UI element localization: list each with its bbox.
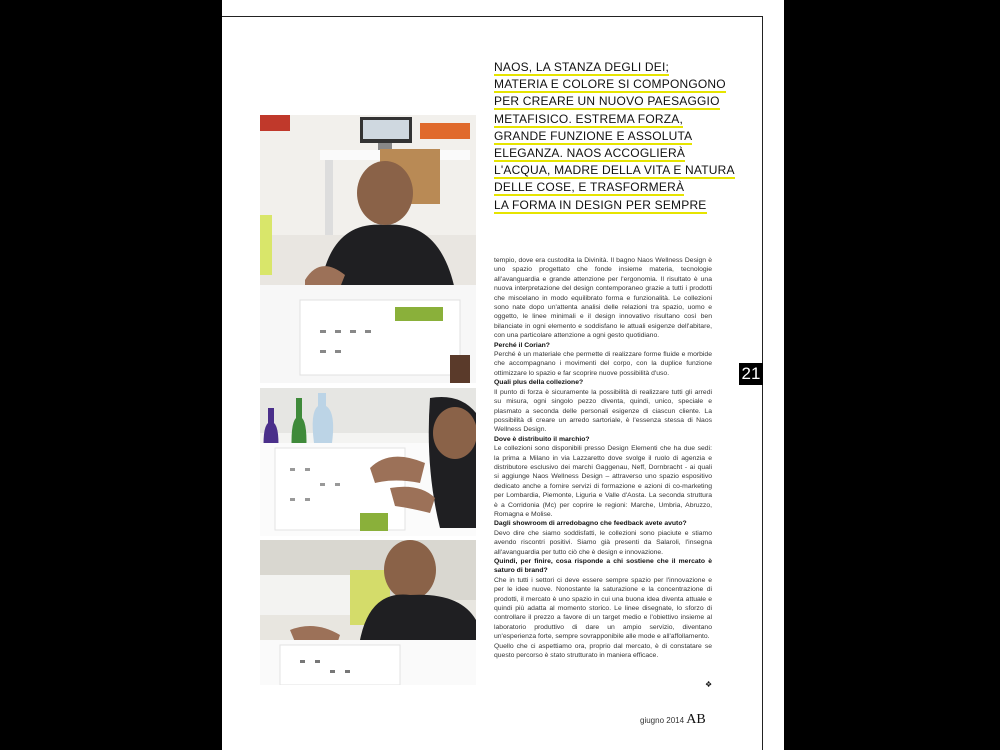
interview-question: Quali plus della collezione? (494, 379, 584, 387)
article-body (494, 256, 712, 660)
headline-line: METAFISICO. ESTREMA FORZA, (494, 111, 683, 126)
headline-line: ELEGANZA. NAOS ACCOGLIERÀ (494, 146, 686, 161)
end-of-article-icon: ❖ (705, 680, 713, 689)
magazine-logo: AB (686, 712, 706, 727)
headline-line: DELLE COSE, E TRASFORMERÀ (494, 180, 685, 195)
interview-answer: Devo dire che siamo soddisfatti, le collezioni sono piaciute e stiamo avendo riscontri positivi. Siamo già presenti da Salaroli, l'insegna all'avanguardia per tutto ciò che è design e innovazione. (494, 529, 712, 556)
body-paragraph: tempio, dove era custodita la Divinità. Il bagno Naos Wellness Design è uno spazio progettato che fonde insieme materia, tecnologie all'avanguardia e grande attenzione per l'ergonomia. Il risultato è una nuova interpretazione del design contemporaneo grazie a tutti i prodotti che miscelano in modo equilibrato forma e funzionalità. Le collezioni sono nate dopo un'attenta analisi delle relazioni tra spazio, uomo e oggetto, le linee minimali e il design innovativo risultano così ben bilanciate in ogni elemento e soddisfano le attuali esigenze dell'abitare, con una particolare attenzione a ogni gesto quotidiano. (494, 257, 712, 340)
interview-question: Dove è distribuito il marchio? (494, 435, 590, 443)
page-footer (640, 712, 706, 728)
interview-answer: Quello che ci aspettiamo ora, proprio dal mercato, è di constatare se questo percorso è stato strutturato in maniera efficace. (494, 642, 712, 660)
headline-line: LA FORMA IN DESIGN PER SEMPRE (494, 197, 707, 212)
interview-question: Dagli showroom di arredobagno che feedback avete avuto? (494, 520, 687, 528)
interview-answer: Il punto di forza è sicuramente la possibilità di realizzare tutti gli arredi su misura, ogni singolo pezzo diventa, quindi, unico, speciale e plasmato a seconda delle personali esigenze di ciascun cliente. La possibilità di creare un arredo sartoriale, è l'essenza stessa di Naos Wellness Design. (494, 388, 712, 434)
photo-designer-sketching (260, 115, 476, 383)
page-spine (780, 0, 784, 750)
photo-bottles-and-sketches (260, 388, 476, 536)
interview-question: Perché il Corian? (494, 341, 550, 349)
issue-date: giugno 2014 (640, 716, 685, 725)
interview-answer: Le collezioni sono disponibili presso Design Elementi che ha due sedi: la prima a Milano in via Lazzaretto dove svolge il ruolo di agenzia e distributore esclusivo dei marchi Gaggenau, Neff, Dornbracht - ai quali si aggiunge Naos Wellness Design – attraverso uno spazio espositivo dedicato anche a fornire servizi di formazione e azioni di co-marketing per Lombardia, Piemonte, Liguria e Valle d'Aosta. La seconda struttura è a Corridonia (Mc) per coprire le regioni: Marche, Umbria, Abruzzo, Romagna e Molise. (494, 445, 712, 518)
headline-line: PER CREARE UN NUOVO PAESAGGIO (494, 94, 720, 109)
interview-question: Quindi, per finire, cosa risponde a chi sostiene che il mercato è saturo di brand? (494, 558, 712, 575)
photo-designer-writing (260, 540, 476, 685)
interview-answer: Che in tutti i settori ci deve essere sempre spazio per l'innovazione e per le idee nuove. Nonostante la saturazione e la concentrazione di prodotti, il mercato è uno spazio in cui una buona idea diventa attuale e quindi più adatta al momento storico. Le linee disegnate, lo sforzo di controllare il prezzo a favore di un target medio e l'obiettivo insieme al laboratorio produttivo di dare un ampio servizio, diventano un'esperienza forte, sempre sovrapponibile alle mode e all'affollamento. (494, 576, 712, 641)
article-headline (494, 59, 735, 214)
page-border-top (222, 16, 763, 17)
headline-line: GRANDE FUNZIONE E ASSOLUTA (494, 128, 693, 143)
headline-line: L'ACQUA, MADRE DELLA VITA E NATURA (494, 163, 735, 178)
interview-answer: Perché è un materiale che permette di realizzare forme fluide e morbide che accompagnano i movimenti del corpo, con la duplice funzione ottimizzare lo spazio e far scoprire nuove possibilità d'uso. (494, 351, 712, 377)
page-number-tab: 21 (739, 363, 763, 385)
headline-line: NAOS, LA STANZA DEGLI DEI; (494, 60, 670, 74)
headline-line: MATERIA E COLORE SI COMPONGONO (494, 77, 726, 92)
